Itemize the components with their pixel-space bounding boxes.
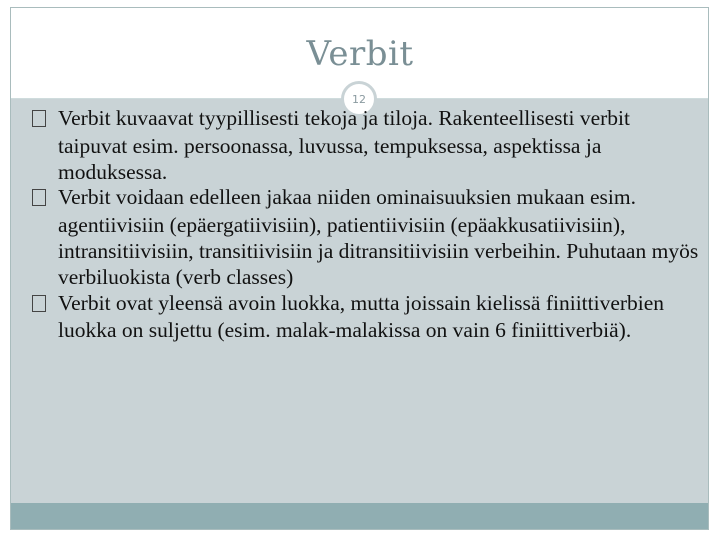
bullet-box-icon (32, 187, 58, 213)
slide-title: Verbit (306, 34, 414, 74)
bullet-box-icon (32, 293, 58, 319)
slide-number: 12 (352, 92, 366, 106)
bullet-list (32, 106, 702, 344)
bullet-item (32, 106, 702, 185)
footer-band (11, 503, 708, 529)
bullet-text: Verbit voidaan edelleen jakaa niiden ominaisuuksien mukaan esim. agentiivisiin (epäergatiivisiin), patientiivisiin (epäakkusatiivisiin), intransitiivisiin, transitiivisiin ja ditransitiivisiin verbeihin. Puhutaan myös verbiluokista (verb classes) (58, 185, 699, 289)
bullet-item (32, 185, 702, 290)
bullet-text: Verbit kuvaavat tyypillisesti tekoja ja tiloja. Rakenteellisesti verbit taipuvat esim. persoonassa, luvussa, tempuksessa, aspektissa ja moduksessa. (58, 106, 630, 184)
bullet-text: Verbit ovat yleensä avoin luokka, mutta joissain kielissä finiittiverbien luokka on suljettu (esim. malak-malakissa on vain 6 finiittiverbiä). (58, 290, 665, 343)
bullet-item (32, 291, 702, 345)
bullet-box-icon (32, 108, 58, 134)
